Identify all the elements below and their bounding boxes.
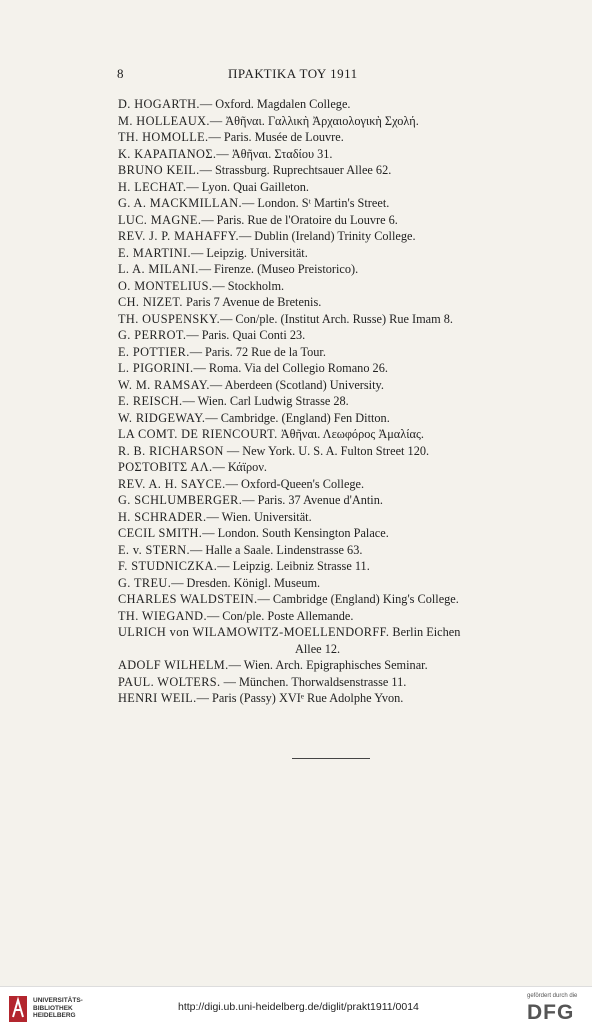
member-name: D. HOGARTH.: [118, 97, 200, 111]
member-address: Paris 7 Avenue de Bretenis.: [182, 295, 322, 309]
member-address: — Paris. Rue de l'Oratoire du Louvre 6.: [201, 212, 398, 227]
member-address: — Con/ple. Poste Allemande.: [206, 608, 354, 623]
member-list: [118, 96, 558, 707]
member-entry: [118, 410, 558, 427]
member-entry: [118, 674, 558, 691]
member-address: — Paris. Quai Conti 23.: [186, 328, 306, 342]
member-name: PAUL. WOLTERS.: [118, 674, 221, 689]
member-name: CHARLES WALDSTEIN.: [118, 592, 258, 606]
member-address: — Ἀθῆναι. Σταδίου 31.: [216, 146, 333, 161]
member-address: — New York. U. S. A. Fulton Street 120.: [223, 443, 430, 458]
member-name: ADOLF WILHELM.: [118, 658, 229, 672]
member-entry: [118, 278, 558, 295]
section-divider: [292, 758, 370, 759]
member-address: — London. South Kensington Palace.: [202, 526, 389, 540]
member-address: Berlin Eichen: [389, 625, 461, 639]
member-entry: [118, 327, 558, 344]
member-name: G. SCHLUMBERGER.: [118, 493, 243, 507]
member-address: — Oxford. Magdalen College.: [199, 97, 351, 111]
member-name: L. A. MILANI.: [118, 262, 199, 276]
member-entry: [118, 443, 558, 460]
library-name-line: UNIVERSITÄTS-: [33, 997, 83, 1004]
member-name: E. v. STERN.: [118, 542, 190, 557]
member-name: G. A. MACKMILLAN.: [118, 196, 242, 210]
viewer-footer: [0, 986, 592, 1032]
member-entry: [118, 179, 558, 196]
member-name: G. PERROT.: [118, 328, 187, 342]
member-address: — Ἀθῆναι. Γαλλικὴ Ἀρχαιολογικὴ Σχολή.: [209, 113, 419, 128]
member-name: ULRICH von WILAMOWITZ-MOELLENDORFF.: [118, 625, 390, 639]
member-name: ΡΟΣΤΟΒΙΤΣ ΑΛ.: [118, 460, 213, 474]
member-entry: [118, 591, 558, 608]
member-entry: [118, 525, 558, 542]
member-entry: [118, 459, 558, 476]
member-address: — Roma. Via del Collegio Romano 26.: [193, 361, 388, 375]
member-name: BRUNO KEIL.: [118, 163, 200, 177]
member-name: LA COMT. DE RIENCOURT.: [118, 427, 278, 441]
member-entry: [118, 245, 558, 262]
member-name: W. RIDGEWAY.: [118, 410, 206, 425]
member-entry: [118, 393, 558, 410]
member-entry: [118, 476, 558, 493]
member-name: CH. NIZET.: [118, 295, 183, 309]
member-entry: [118, 509, 558, 526]
member-entry: [118, 575, 558, 592]
university-seal-icon: [8, 995, 28, 1023]
member-name: CECIL SMITH.: [118, 526, 203, 540]
member-address: — Oxford-Queen's College.: [225, 476, 365, 491]
member-address: — Wien. Universität.: [206, 509, 312, 524]
member-name: L. PIGORINI.: [118, 361, 194, 375]
member-entry: [118, 426, 558, 443]
member-name: TH. HOMOLLE.: [118, 130, 209, 144]
member-address: — Stockholm.: [212, 278, 285, 293]
member-entry: [118, 377, 558, 394]
member-name: HENRI WEIL.: [118, 691, 197, 705]
member-address: — Con/ple. (Institut Arch. Russe) Rue Imam 8.: [220, 311, 453, 326]
member-entry: [118, 542, 558, 559]
member-entry: [118, 129, 558, 146]
running-title: ΠΡΑΚΤΙΚΑ ΤΟΥ 1911: [228, 66, 358, 81]
member-name: H. SCHRADER.: [118, 509, 207, 524]
page-number: 8: [117, 66, 124, 81]
member-entry: [118, 624, 558, 657]
member-name: E. REISCH.: [118, 394, 183, 408]
member-name: G. TREU.: [118, 575, 172, 590]
member-entry: [118, 212, 558, 229]
member-address-continuation: Allee 12.: [295, 641, 341, 656]
member-name: REV. A. H. SAYCE.: [118, 476, 226, 491]
member-name: TH. OUSPENSKY.: [118, 311, 221, 326]
permalink-url[interactable]: http://digi.ub.uni-heidelberg.de/diglit/prakt1911/0014: [178, 1001, 419, 1013]
member-address: — Dresden. Königl. Museum.: [171, 575, 321, 590]
member-address: — Aberdeen (Scotland) University.: [209, 377, 384, 392]
member-address: — Cambridge. (England) Fen Ditton.: [205, 410, 390, 425]
member-address: — London. Sᵗ Martin's Street.: [241, 196, 390, 210]
member-name: TH. WIEGAND.: [118, 608, 207, 623]
member-name: REV. J. P. MAHAFFY.: [118, 229, 239, 243]
member-address: — München. Thorwaldsenstrasse 11.: [220, 674, 407, 689]
member-entry: [118, 113, 558, 130]
member-name: F. STUDNICZKA.: [118, 559, 218, 573]
member-entry: [118, 558, 558, 575]
member-entry: [118, 294, 558, 311]
member-address: — Dublin (Ireland) Trinity College.: [238, 229, 416, 243]
member-address: — Strassburg. Ruprechtsauer Allee 62.: [199, 163, 392, 177]
member-entry: [118, 162, 558, 179]
library-name-line: HEIDELBERG: [33, 1012, 76, 1019]
member-entry: [118, 492, 558, 509]
member-address: — Paris. 37 Avenue d'Antin.: [242, 493, 383, 507]
member-entry: [118, 96, 558, 113]
member-address: — Halle a Saale. Lindenstrasse 63.: [189, 542, 363, 557]
member-entry: [118, 311, 558, 328]
member-address: — Lyon. Quai Gailleton.: [186, 179, 309, 194]
library-name-line: BIBLIOTHEK: [33, 1004, 73, 1012]
member-entry: [118, 261, 558, 278]
member-entry: [118, 228, 558, 245]
member-name: M. HOLLEAUX.: [118, 113, 210, 128]
member-address: — Firenze. (Museo Preistorico).: [198, 262, 359, 276]
member-entry: [118, 360, 558, 377]
dfg-logo: DFG: [527, 1001, 575, 1024]
member-address: — Leipzig. Universität.: [191, 245, 308, 260]
member-entry: [118, 195, 558, 212]
member-address: — Paris. 72 Rue de la Tour.: [189, 344, 326, 359]
library-name: [33, 997, 83, 1020]
member-address: — Leipzig. Leibniz Strasse 11.: [217, 559, 370, 573]
member-address: — Wien. Carl Ludwig Strasse 28.: [182, 394, 349, 408]
member-address: — Wien. Arch. Epigraphisches Seminar.: [228, 658, 428, 672]
member-name: O. MONTELIUS.: [118, 278, 213, 293]
member-name: R. B. RICHARSON: [118, 443, 224, 458]
member-address: — Paris. Musée de Louvre.: [208, 130, 344, 144]
member-entry: [118, 344, 558, 361]
member-name: E. MARTINI.: [118, 245, 191, 260]
member-address: — Paris (Passy) XVIᵉ Rue Adolphe Yvon.: [196, 691, 404, 705]
member-name: K. ΚΑΡΑΠΑΝΟΣ.: [118, 146, 217, 161]
member-address: — Κάϊρον.: [212, 460, 267, 474]
member-name: W. M. RAMSAY.: [118, 377, 210, 392]
member-entry: [118, 657, 558, 674]
member-name: E. POTTIER.: [118, 344, 190, 359]
member-name: LUC. MAGNE.: [118, 212, 202, 227]
member-entry: [118, 146, 558, 163]
member-address: Ἀθῆναι. Λεωφόρος Ἀμαλίας.: [277, 427, 424, 441]
member-address: — Cambridge (England) King's College.: [257, 592, 459, 606]
funding-caption: gefördert durch die: [527, 993, 578, 999]
member-entry: [118, 608, 558, 625]
member-name: H. LECHAT.: [118, 179, 187, 194]
member-entry: [118, 690, 558, 707]
